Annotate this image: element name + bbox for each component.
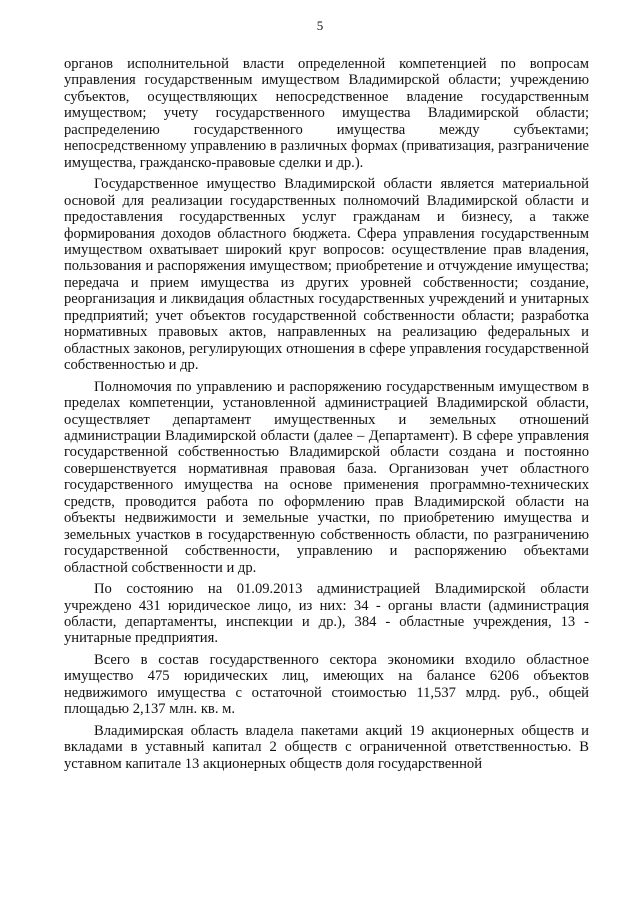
paragraph-shares: Владимирская область владела пакетами акций 19 акционерных обществ и вкладами в уставный капитал 2 обществ с ограниченной ответственностью. В уставном капитале 13 акционерных обществ доля государственной — [64, 722, 589, 772]
document-body — [64, 56, 589, 777]
page-number: 5 — [316, 18, 324, 33]
paragraph-state-property: Государственное имущество Владимирской области является материальной основой для реализации государственных полномочий Владимирской области и предоставления государственных услуг гражданам и бизнесу, а также формирования доходов областного бюджета. Сфера управления государственным имуществом охватывает широкий круг вопросов: осуществление прав владения, пользования и распоряжения имуществом; приобретение и отчуждение имущества; передача и прием имущества из других уровней собственности; создание, реорганизация и ликвидация областных государственных учреждений и унитарных предприятий; учет объектов государственной собственности области; разработка нормативных правовых актов, направленных на реализацию федеральных и областных законов, регулирующих отношения в сфере управления государственной собственностью и др. — [64, 176, 589, 374]
paragraph-public-sector: Всего в состав государственного сектора экономики входило областное имущество 475 юридических лиц, имеющих на балансе 6206 объектов недвижимого имущества с остаточной стоимостью 11,537 млрд. руб., общей площадью 2,137 млн. кв. м. — [64, 651, 589, 718]
paragraph-legal-entities: По состоянию на 01.09.2013 администрацией Владимирской области учреждено 431 юридическое лицо, из них: 34 - органы власти (администрация области, департаменты, инспекции и др.), 384 - областные учреждения, 13 - унитарные предприятия. — [64, 581, 589, 647]
paragraph-authority: Полномочия по управлению и распоряжению государственным имуществом в пределах компетенции, установленной администрацией Владимирской области, осуществляет департамент имущественных и земельных отношений администрации Владимирской области (далее – Департамент). В сфере управления государственной собственностью Владимирской области создана и постоянно совершенствуется нормативная правовая база. Организован учет областного государственного имущества на основе применения программно-технических средств, проводится работа по оформлению прав Владимирской области на объекты недвижимости и земельные участки, по приобретению имущества и земельных участков в государственную собственность области, по разграничению государственной собственности, управлению и распоряжению объектами областной собственности и др. — [64, 378, 589, 576]
paragraph-continuation: органов исполнительной власти определенной компетенцией по вопросам управления государственным имуществом Владимирской области; учреждению субъектов, осуществляющих непосредственное владение государственным имуществом; учету государственного имущества Владимирской области; распределению государственного имущества между субъектами; непосредственному управлению в различных формах (приватизация, разграничение имущества, гражданско-правовые сделки и др.). — [64, 56, 589, 171]
